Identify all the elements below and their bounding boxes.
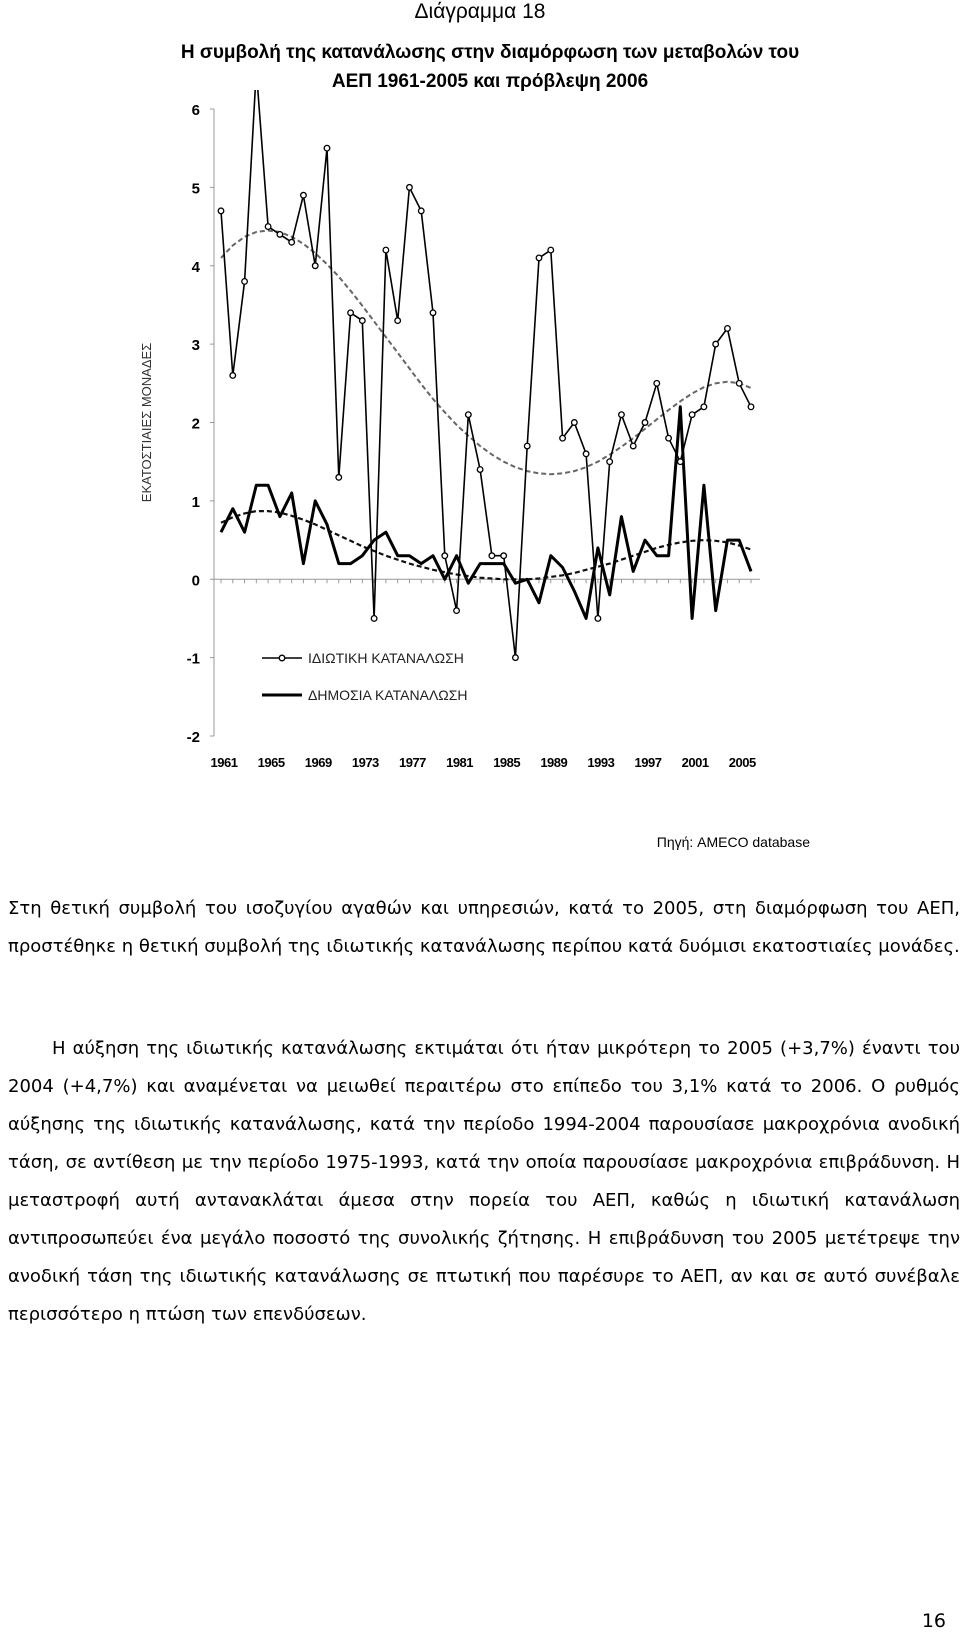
y-tick-label: -1	[186, 650, 200, 668]
y-tick-label: 1	[191, 493, 200, 511]
private-consumption-line	[221, 90, 751, 658]
line-chart	[0, 90, 960, 830]
x-tick-label: 1993	[587, 755, 615, 770]
private-consumption-point	[736, 381, 742, 387]
private-consumption-point	[689, 412, 695, 418]
private-consumption-point	[383, 247, 389, 253]
private-consumption-point	[442, 553, 448, 559]
private-consumption-point	[748, 404, 754, 410]
x-tick-label: 1973	[351, 755, 379, 770]
private-consumption-point	[560, 435, 566, 441]
private-consumption-point	[336, 475, 342, 481]
private-consumption-point	[277, 232, 283, 238]
private-consumption-point	[489, 553, 495, 559]
y-tick-label: 2	[191, 415, 200, 433]
source-note: Πηγή: AMECO database	[656, 834, 810, 850]
private-consumption-point	[301, 192, 307, 198]
y-tick-label: 0	[191, 572, 200, 590]
x-tick-label: 1997	[634, 755, 662, 770]
legend	[262, 650, 468, 703]
private-consumption-point	[572, 420, 578, 426]
diagram-label: Διάγραμμα 18	[414, 0, 546, 23]
private-consumption-point	[466, 412, 472, 418]
legend-label-public: ΔΗΜΟΣΙΑ ΚΑΤΑΝΑΛΩΣΗ	[308, 687, 468, 703]
private-consumption-point	[513, 655, 519, 661]
x-tick-label: 2001	[681, 755, 709, 770]
private-consumption-point	[218, 208, 224, 214]
y-tick-label: 6	[191, 102, 200, 119]
x-tick-label: 1977	[398, 755, 426, 770]
private-consumption-point	[607, 459, 613, 465]
private-consumption-point	[678, 459, 684, 465]
private-consumption-point	[324, 145, 330, 151]
x-tick-label: 1989	[540, 755, 568, 770]
private-consumption-point	[501, 553, 507, 559]
y-tick-label: 4	[191, 258, 200, 276]
private-consumption-point	[713, 341, 719, 347]
private-consumption-point	[418, 208, 424, 214]
private-consumption-point	[642, 420, 648, 426]
chart-title: Η συμβολή της κατανάλωσης στην διαμόρφωση των μεταβολών του ΑΕΠ 1961-2005 και πρόβλεψη 2006	[180, 42, 800, 92]
page-number: 16	[921, 1610, 946, 1632]
legend-marker-private	[279, 655, 285, 661]
body-paragraph: Η αύξηση της ιδιωτικής κατανάλωσης εκτιμάται ότι ήταν μικρότερη το 2005 (+3,7%) έναντι του 2004 (+4,7%) και αναμένεται να μειωθεί περαιτέρω στο επίπεδο του 3,1% κατά το 2006. Ο ρυθμός αύξησης της ιδιωτικής κατανάλωσης, κατά την περίοδο 1994-2004 παρουσίασε μακροχρόνια ανοδική τάση, σε αντίθεση με την περίοδο 1975-1993, κατά την οποία παρουσίασε μακροχρόνια επιβράδυνση. Η μεταστροφή αυτή αντανακλάται άμεσα στην πορεία του ΑΕΠ, καθώς η ιδιωτική κατανάλωση αντιπροσωπεύει ένα μεγάλο ποσοστό της συνολικής ζήτησης. Η επιβράδυνση του 2005 μετέτρεψε την ανοδική τάση της ιδιωτικής κατανάλωσης σε πτωτική που παρέσυρε το ΑΕΠ, αν και σε αυτό συνέβαλε περισσότερο η πτώση των επενδύσεων.	[8, 1038, 960, 1325]
private-consumption-point	[619, 412, 625, 418]
private-consumption-point	[395, 318, 401, 324]
y-tick-labels	[187, 102, 201, 746]
x-tick-labels	[211, 755, 756, 770]
x-tick-label: 1969	[304, 755, 332, 770]
private-consumption-point	[630, 443, 636, 449]
private-consumption-point	[477, 467, 483, 473]
private-consumption-point	[407, 185, 413, 191]
private-consumption-point	[666, 435, 672, 441]
x-tick-label: 1961	[210, 755, 238, 770]
x-tick-label: 2005	[728, 755, 756, 770]
y-tick-label: 5	[191, 180, 200, 198]
private-consumption-point	[230, 373, 236, 379]
x-tick-label: 1985	[493, 755, 521, 770]
private-consumption-point	[360, 318, 366, 324]
x-tick-label: 1981	[446, 755, 474, 770]
y-tick-label: 3	[191, 337, 200, 355]
private-consumption-point	[430, 310, 436, 316]
private-consumption-point	[548, 247, 554, 253]
x-tick-label: 1965	[257, 755, 285, 770]
private-consumption-point	[348, 310, 354, 316]
private-consumption-point	[701, 404, 707, 410]
private-consumption-point	[536, 255, 542, 261]
private-consumption-point	[312, 263, 318, 269]
private-consumption-point	[265, 224, 271, 230]
series-lines	[218, 90, 754, 660]
private-consumption-point	[595, 616, 601, 622]
private-consumption-point	[371, 616, 377, 622]
y-tick-label: -2	[186, 729, 200, 746]
y-axis-label: ΕΚΑΤΟΣΤΙΑΙΕΣ ΜΟΝΑΔΕΣ	[139, 342, 154, 503]
private-consumption-point	[454, 608, 460, 614]
private-consumption-point	[654, 381, 660, 387]
private-consumption-point	[524, 443, 530, 449]
private-consumption-point	[583, 451, 589, 457]
private-consumption-point	[242, 279, 248, 285]
body-paragraph: Στη θετική συμβολή του ισοζυγίου αγαθών και υπηρεσιών, κατά το 2005, στη διαμόρφωση του ΑΕΠ, προστέθηκε η θετική συμβολή της ιδιωτικής κατανάλωσης περίπου κατά δυόμισι εκατοστιαίες μονάδες.	[8, 898, 960, 957]
legend-label-private: ΙΔΙΩΤΙΚΗ ΚΑΤΑΝΑΛΩΣΗ	[308, 650, 464, 666]
private-consumption-point	[725, 326, 731, 332]
private-consumption-point	[289, 239, 295, 245]
chart-axes	[210, 109, 760, 736]
